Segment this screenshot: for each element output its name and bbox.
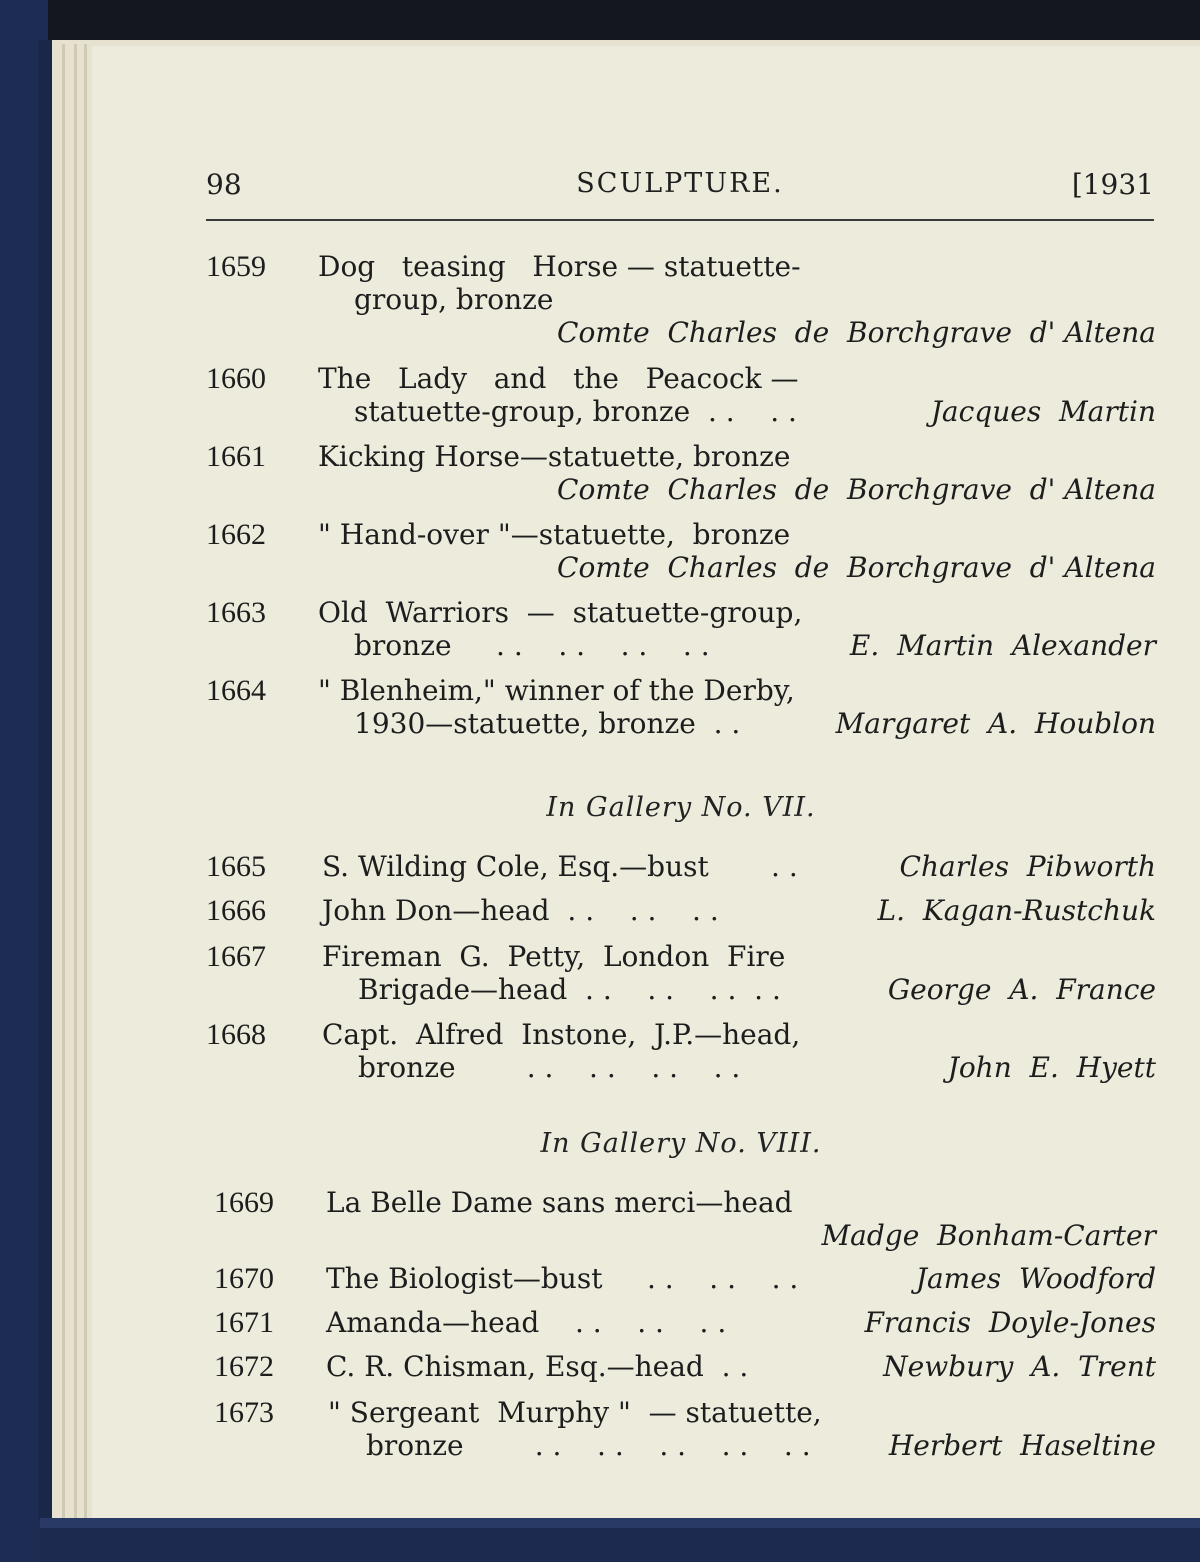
entry-title: C. R. Chisman, Esq.—head . .: [326, 1350, 749, 1383]
entry-title: The Lady and the Peacock —: [318, 362, 799, 395]
entry-number: 1664: [206, 674, 266, 707]
entry-artist: Herbert Haseltine: [888, 1429, 1156, 1462]
entry-title-continued: bronze . . . . . . . .: [358, 1051, 741, 1084]
entry-number: 1672: [214, 1350, 274, 1383]
entry-title: Old Warriors — statuette-group,: [318, 596, 803, 629]
entry-artist: Madge Bonham-Carter: [821, 1219, 1156, 1252]
cover-bottom-edge: [40, 1518, 1200, 1528]
entry-artist: Comte Charles de Borchgrave d' Altena: [557, 551, 1156, 584]
entry-artist: Comte Charles de Borchgrave d' Altena: [557, 316, 1156, 349]
entry-title-continued: group, bronze: [354, 283, 554, 316]
entry-artist: Francis Doyle-Jones: [864, 1306, 1156, 1339]
entry-number: 1663: [206, 596, 266, 629]
entry-title: The Biologist—bust . . . . . .: [326, 1262, 799, 1295]
running-title: SCULPTURE.: [576, 168, 784, 199]
entry-artist: George A. France: [887, 973, 1156, 1006]
entry-title-continued: bronze . . . . . . . .: [354, 629, 710, 662]
entry-artist: Jacques Martin: [930, 395, 1156, 428]
entry-number: 1666: [206, 894, 266, 927]
entry-number: 1660: [206, 362, 266, 395]
entry-title: S. Wilding Cole, Esq.—bust . .: [322, 850, 798, 883]
entry-title: Dog teasing Horse — statuette-: [318, 250, 801, 283]
page-edge: [74, 44, 77, 1524]
entry-artist: Margaret A. Houblon: [835, 707, 1156, 740]
entry-number: 1671: [214, 1306, 274, 1339]
entry-title: John Don—head . . . . . .: [322, 894, 719, 927]
entry-number: 1673: [214, 1396, 274, 1429]
page-number: 98: [206, 168, 242, 201]
entry-title: Amanda—head . . . . . .: [326, 1306, 727, 1339]
entry-number: 1667: [206, 940, 266, 973]
entry-title: " Sergeant Murphy " — statuette,: [328, 1396, 822, 1429]
cover-edge: [38, 40, 52, 1520]
entry-number: 1665: [206, 850, 266, 883]
cover-bottom: [40, 1528, 1200, 1562]
entry-number: 1670: [214, 1262, 274, 1295]
entry-artist: John E. Hyett: [947, 1051, 1156, 1084]
header-rule: [206, 219, 1154, 221]
entry-title-continued: 1930—statuette, bronze . .: [354, 707, 741, 740]
entry-number: 1662: [206, 518, 266, 551]
entry-title: Capt. Alfred Instone, J.P.—head,: [322, 1018, 801, 1051]
entry-artist: Charles Pibworth: [899, 850, 1156, 883]
entry-title: " Hand-over "—statuette, bronze: [318, 518, 791, 551]
entry-title: Kicking Horse—statuette, bronze: [318, 440, 791, 473]
page-header: [206, 168, 1154, 208]
entry-title-continued: statuette-group, bronze . . . .: [354, 395, 797, 428]
gallery-heading: In Gallery No. VII.: [546, 792, 816, 823]
entry-number: 1661: [206, 440, 266, 473]
entry-title: La Belle Dame sans merci—head: [326, 1186, 793, 1219]
running-year: [1931: [1071, 168, 1154, 201]
page-edge: [84, 44, 87, 1524]
entry-number: 1668: [206, 1018, 266, 1051]
entry-title: Fireman G. Petty, London Fire: [322, 940, 786, 973]
entry-artist: James Woodford: [915, 1262, 1156, 1295]
entry-number: 1669: [214, 1186, 274, 1219]
entry-artist: Newbury A. Trent: [883, 1350, 1156, 1383]
page-edge: [62, 44, 65, 1524]
gallery-heading: In Gallery No. VIII.: [540, 1128, 822, 1159]
entry-artist: Comte Charles de Borchgrave d' Altena: [557, 473, 1156, 506]
entry-artist: L. Kagan-Rustchuk: [877, 894, 1156, 927]
entry-title: " Blenheim," winner of the Derby,: [318, 674, 795, 707]
entry-title-continued: Brigade—head . . . . . . . .: [358, 973, 781, 1006]
entry-artist: E. Martin Alexander: [849, 629, 1156, 662]
entry-title-continued: bronze . . . . . . . . . .: [366, 1429, 811, 1462]
entry-number: 1659: [206, 250, 266, 283]
